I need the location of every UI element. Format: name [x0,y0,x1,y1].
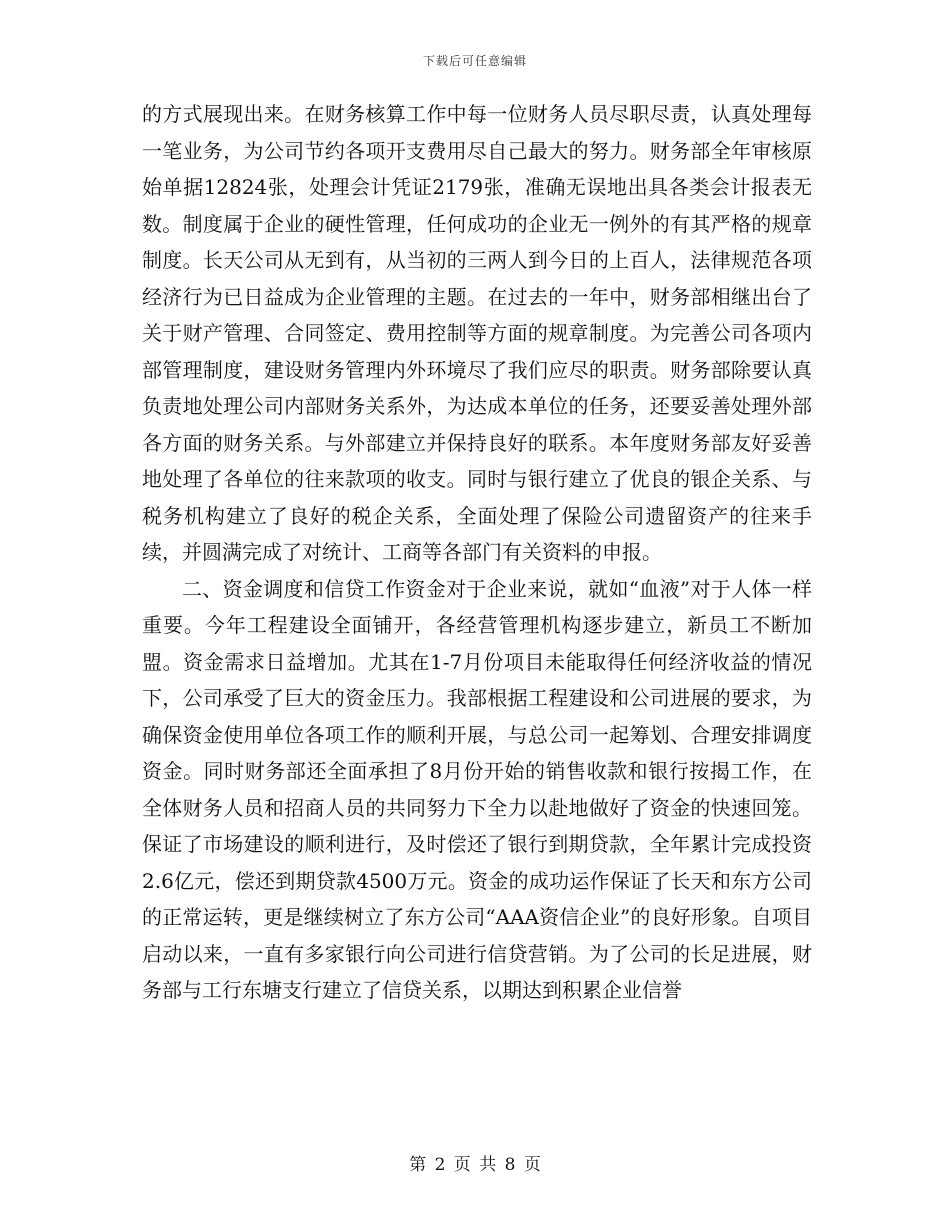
body-paragraph-2: 二、资金调度和信贷工作资金对于企业来说，就如“血液”对于人体一样重要。今年工程建设全面铺开，各经营管理机构逐步建立，新员工不断加盟。资金需求日益增加。尤其在1-7月份项目未能取得任何经济收益的情况下，公司承受了巨大的资金压力。我部根据工程建设和公司进展的要求，为确保资金使用单位各项工作的顺利开展，与总公司一起筹划、合理安排调度资金。同时财务部还全面承担了8月份开始的销售收款和银行按揭工作，在全体财务人员和招商人员的共同努力下全力以赴地做好了资金的快速回笼。保证了市场建设的顺利进行，及时偿还了银行到期贷款，全年累计完成投资2.6亿元，偿还到期贷款4500万元。资金的成功运作保证了长天和东方公司的正常运转，更是继续树立了东方公司“AAA资信企业”的良好形象。自项目启动以来，一直有多家银行向公司进行信贷营销。为了公司的长足进展，财务部与工行东塘支行建立了信贷关系，以期达到积累企业信誉 [142,576,812,1002]
page-number-footer: 第 2 页 共 8 页 [409,1155,541,1175]
body-paragraph-1: 的方式展现出来。在财务核算工作中每一位财务人员尽职尽责，认真处理每一笔业务，为公司节约各项开支费用尽自己最大的努力。财务部全年审核原始单据12824张，处理会计凭证2179张，准确无误地出具各类会计报表无数。制度属于企业的硬性管理，任何成功的企业无一例外的有其严格的规章制度。长天公司从无到有，从当初的三两人到今日的上百人，法律规范各项经济行为已日益成为企业管理的主题。在过去的一年中，财务部相继出台了关于财产管理、合同签定、费用控制等方面的规章制度。为完善公司各项内部管理制度，建设财务管理内外环境尽了我们应尽的职责。财务部除要认真负责地处理公司内部财务关系外，为达成本单位的任务，还要妥善处理外部各方面的财务关系。与外部建立并保持良好的联系。本年度财务部友好妥善地处理了各单位的往来款项的收支。同时与银行建立了优良的银企关系、与税务机构建立了良好的税企关系，全面处理了保险公司遗留资产的往来手续，并圆满完成了对统计、工商等各部门有关资料的申报。 [142,102,812,564]
document-body [142,96,812,1009]
page-header-note: 下载后可任意编辑 [422,54,527,68]
